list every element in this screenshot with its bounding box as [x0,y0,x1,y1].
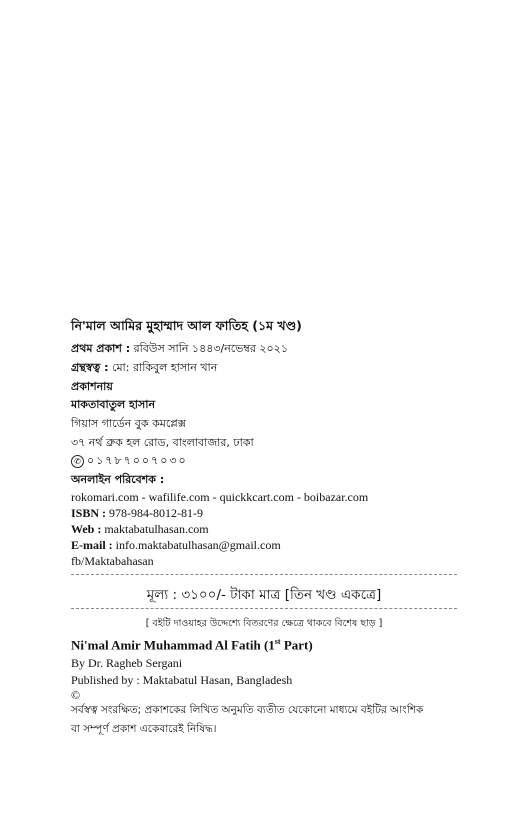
english-author: By Dr. Ragheb Sergani [71,656,183,670]
email-line [71,538,281,553]
first-publication-label: প্রথম প্রকাশ : [71,342,131,355]
web-value: maktabatulhasan.com [104,522,209,536]
phone-line [71,452,188,471]
divider-top [71,574,457,575]
publisher-name: মাকতাবাতুল হাসান [71,398,156,411]
isbn-value: 978-984-8012-81-9 [109,506,203,520]
address-line-2: ৩৭ নর্থ ব্রুক হল রোড, বাংলাবাজার, ঢাকা [71,436,254,449]
copyright-symbol: © [71,688,81,702]
rights-reserved-line-1: সর্বস্বত্ব সংরক্ষিত; প্রকাশকের লিখিত অনুমতি ব্যতীত যেকোনো মাধ্যমে বইটির আংশিক [71,704,424,716]
rights-reserved-line-2: বা সম্পূর্ণ প্রকাশ একেবারেই নিষিদ্ধ। [71,723,217,735]
isbn-label: ISBN : [71,506,107,520]
address-line-1: গিয়াস গার্ডেন বুক কমপ্লেক্স [71,417,186,430]
isbn-line [71,506,203,521]
publisher-label: প্রকাশনায় [71,380,113,393]
facebook-page: fb/Maktabahasan [71,554,154,568]
book-title-bengali: নি'মাল আমির মুহাম্মাদ আল ফাতিহ (১ম খণ্ড) [71,318,302,333]
english-title [71,637,313,653]
price-line: মূল্য : ৩১০০/- টাকা মাত্র [তিন খণ্ড একত্রে] [146,587,382,603]
first-publication-value: রবিউস সানি ১৪৪৩/নভেম্বর ২০২১ [133,342,289,355]
email-value: info.maktabatulhasan@gmail.com [115,538,281,552]
divider-bottom [71,608,457,609]
phone-icon: ✆ [71,455,84,468]
copyright-holder-line [71,359,217,378]
english-publisher: Published by : Maktabatul Hasan, Bangladesh [71,673,293,687]
discount-note: [ বইটি দাওয়াহর উদ্দেশ্যে বিতরণের ক্ষেত্রে থাকবে বিশেষ ছাড় ] [145,618,383,629]
copyright-holder-value: মো: রাকিবুল হাসান খান [111,361,218,374]
english-title-end: Part) [280,637,313,653]
online-distributor-label: অনলাইন পরিবেশক : [71,473,165,486]
first-publication-line [71,340,288,359]
email-label: E-mail : [71,538,113,552]
english-title-superscript: st [274,637,281,646]
copyright-holder-label: গ্রন্থস্বত্ব : [71,361,109,374]
phone-number: ০১৭৮৭০০৭০৩০ [87,454,188,467]
web-label: Web : [71,522,102,536]
web-line [71,522,209,537]
online-sites: rokomari.com - wafilife.com - quickkcart.com - boibazar.com [71,490,369,504]
english-title-main: Ni'mal Amir Muhammad Al Fatih (1 [71,637,275,653]
